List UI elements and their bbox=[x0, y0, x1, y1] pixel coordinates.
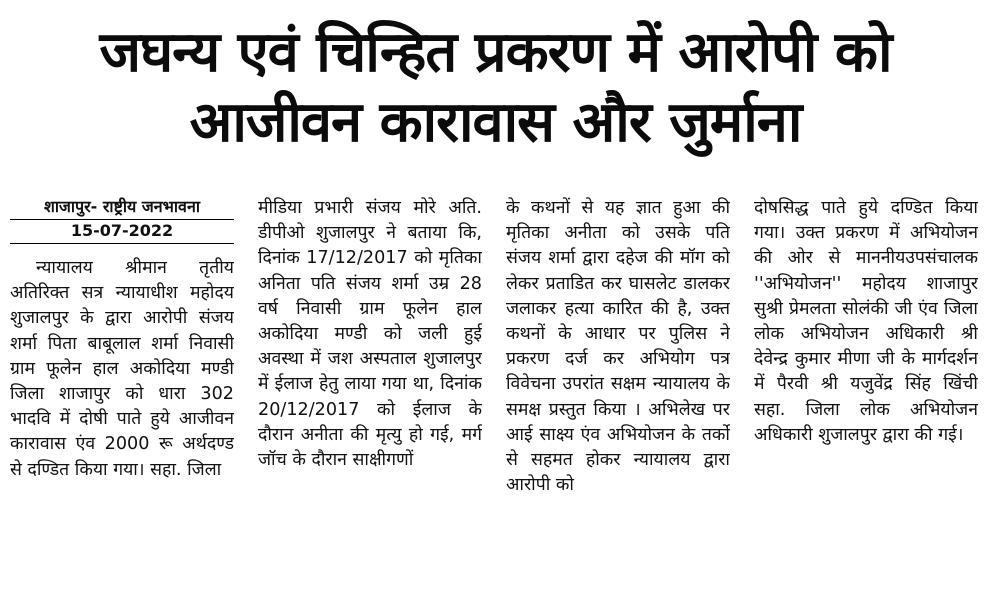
article-columns bbox=[10, 196, 986, 601]
byline: शाजापुर- राष्ट्रीय जनभावना bbox=[10, 196, 234, 220]
headline-line-1: जघन्य एवं चिन्हित प्रकरण में आरोपी को bbox=[99, 20, 892, 85]
dateline: 15-07-2022 bbox=[10, 220, 234, 244]
headline-line-2: आजीवन कारावास और जुर्माना bbox=[189, 90, 802, 155]
headline bbox=[0, 18, 991, 158]
column-3-text: के कथनों से यह ज्ञात हुआ की मृतिका अनीता को उसके पति संजय शर्मा द्वारा दहेज की मॉग को लेकर प्रताडित कर घासलेट डालकर जलाकर हत्या कारित की है, उक्त कथनों के आधार पर पुलिस ने प्रकरण दर्ज कर अभियोग पत्र विवेचना उपरांत सक्षम न्यायालय के समक्ष प्रस्तुत किया । अभिलेख पर आई साक्ष्य एंव अभियोजन के तर्को से सहमत होकर न्यायालय द्वारा आरोपी को bbox=[506, 198, 730, 496]
column-4 bbox=[754, 196, 978, 601]
column-3 bbox=[506, 196, 730, 601]
column-2-text: मीडिया प्रभारी संजय मोरे अति. डीपीओ शुजालपुर ने बताया कि, दिनांक 17/12/2017 को मृतिका अनिता पति संजय शर्मा उम्र 28 वर्ष निवासी ग्राम फूलेन हाल अकोदिया मण्डी को जली हुई अवस्था में जश अस्पताल शुजालपुर में ईलाज हेतु लाया गया था, दिनांक 20/12/2017 को ईलाज के दौरान अनीता की मृत्यु हो गई, मर्ग जॉच के दौरान साक्षीगणों bbox=[258, 198, 482, 471]
column-4-text: दोषसिद्ध पाते हुये दण्डित किया गया। उक्त प्रकरण में अभियोजन की ओर से माननीयउपसंचालक ''अभियोजन'' महोदय शाजापुर सुश्री प्रेमलता सोलंकी जी एंव जिला लोक अभियोजन अधिकारी श्री देवेन्द्र कुमार मीणा जी के मार्गदर्शन में पैरवी श्री यजुवेंद्र सिंह खिंची सहा. जिला लोक अभियोजन अधिकारी शुजालपुर द्वारा की गई। bbox=[754, 198, 978, 445]
column-1 bbox=[10, 196, 234, 601]
column-1-text: न्यायालय श्रीमान तृतीय अतिरिक्त सत्र न्यायाधीश महोदय शुजालपुर के द्वारा आरोपी संजय शर्मा पिता बाबूलाल शर्मा निवासी ग्राम फूलेन हाल अकोदिया मण्डी जिला शाजापुर को धारा 302 भादवि में दोषी पाते हुये आजीवन कारावास एंव 2000 रू अर्थदण्ड से दण्डित किया गया। सहा. जिला bbox=[10, 258, 234, 480]
column-2 bbox=[258, 196, 482, 601]
